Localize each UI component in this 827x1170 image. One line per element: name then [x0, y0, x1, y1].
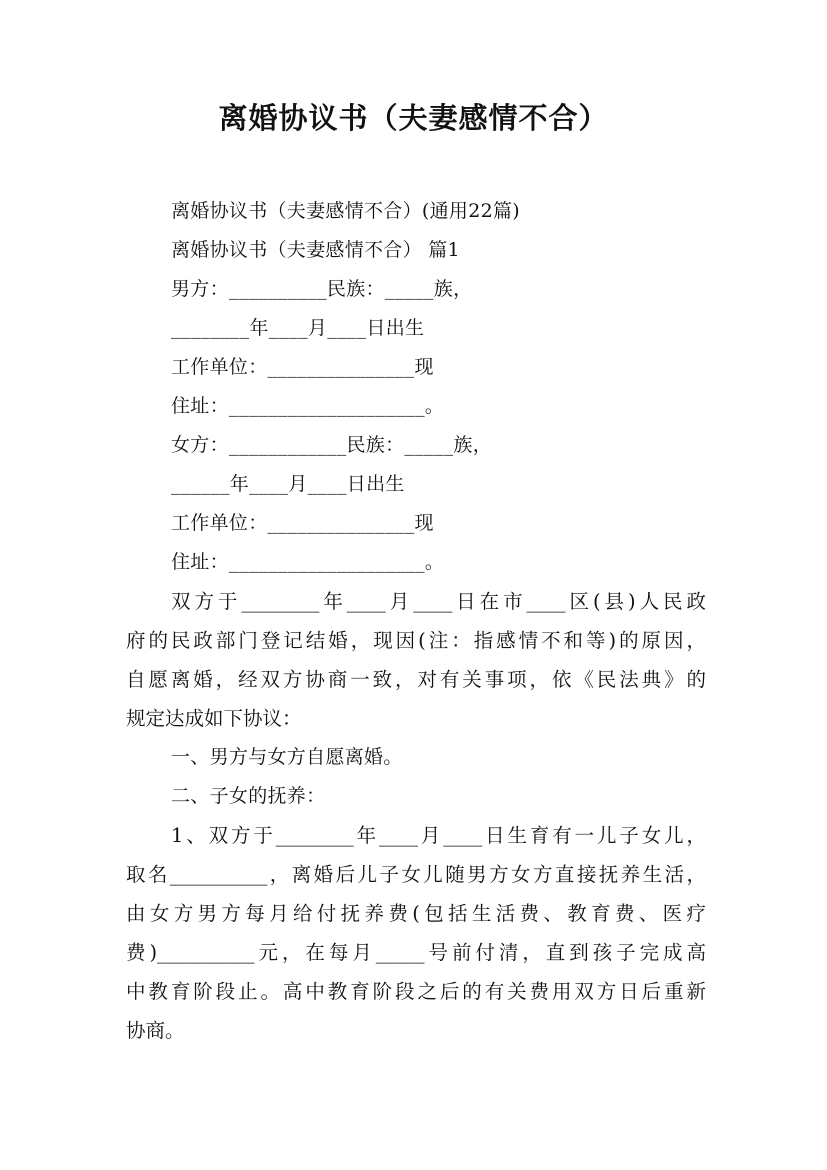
paragraph-line: 取名__________，离婚后儿子女儿随男方女方直接抚养生活， — [126, 863, 706, 886]
clause-one: 一、男方与女方自愿离婚。 — [171, 746, 403, 768]
paragraph-line: 1、双方于________年____月____日生育有一儿子女儿， — [171, 824, 706, 847]
paragraph-line: 规定达成如下协议： — [126, 707, 302, 730]
document-title: 离婚协议书（夫妻感情不合） — [218, 101, 609, 135]
subtitle-line: 离婚协议书（夫妻感情不合）(通用22篇) — [171, 200, 521, 222]
paragraph-line: 费)__________元，在每月_____号前付清，直到孩子完成高 — [126, 941, 706, 964]
woman-name-ethnicity-line: 女方：____________民族：_____族， — [171, 434, 493, 456]
man-name-ethnicity-line: 男方：__________民族：_____族， — [171, 278, 473, 300]
man-birthdate-line: ________年____月____日出生 — [171, 317, 425, 339]
paragraph-line: 双方于________年____月____日在市____区(县)人民政 — [171, 590, 706, 613]
paragraph-line: 由女方男方每月给付抚养费(包括生活费、教育费、医疗 — [126, 902, 706, 925]
man-address-line: 住址：____________________。 — [171, 395, 445, 417]
woman-address-line: 住址：____________________。 — [171, 551, 445, 573]
woman-workplace-line: 工作单位：_______________现 — [171, 512, 434, 534]
marriage-registration-paragraph — [126, 582, 706, 738]
paragraph-line: 中教育阶段止。高中教育阶段之后的有关费用双方日后重新 — [126, 980, 706, 1003]
child-custody-paragraph — [126, 816, 706, 1050]
man-workplace-line: 工作单位：_______________现 — [171, 356, 434, 378]
chapter-heading: 离婚协议书（夫妻感情不合） 篇1 — [171, 239, 460, 261]
clause-two-heading: 二、子女的抚养： — [171, 785, 326, 807]
paragraph-line: 府的民政部门登记结婚，现因(注：指感情不和等)的原因， — [126, 629, 706, 652]
paragraph-line: 自愿离婚，经双方协商一致，对有关事项，依《民法典》的 — [126, 668, 706, 691]
paragraph-line: 协商。 — [126, 1019, 185, 1042]
woman-birthdate-line: ______年____月____日出生 — [171, 473, 405, 495]
